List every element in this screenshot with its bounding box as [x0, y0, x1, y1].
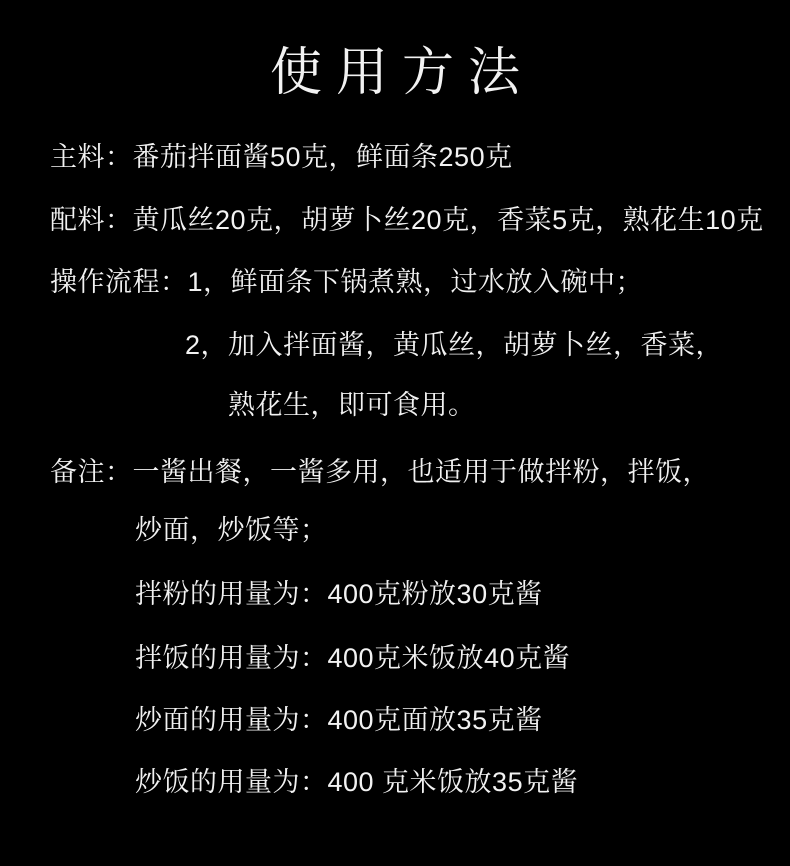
procedure-step-2-line: 2，加入拌面酱，黄瓜丝，胡萝卜丝，香菜， [185, 330, 724, 360]
dosage-mixed-noodles-line: 拌粉的用量为：400克粉放30克酱 [135, 579, 543, 609]
dosage-mixed-rice-line: 拌饭的用量为：400克米饭放40克酱 [135, 643, 571, 673]
procedure-step-2-wrap-line: 熟花生，即可食用。 [228, 390, 476, 420]
remarks-line-2: 炒面，炒饭等； [135, 515, 328, 545]
page-title: 使用方法 [269, 44, 534, 102]
dosage-fried-rice-line: 炒饭的用量为：400 克米饭放35克酱 [135, 767, 579, 797]
accessory-ingredients-line: 配料：黄瓜丝20克，胡萝卜丝20克，香菜5克，熟花生10克 [50, 205, 764, 235]
main-ingredients-line: 主料：番茄拌面酱50克，鲜面条250克 [50, 142, 513, 172]
dosage-fried-noodles-line: 炒面的用量为：400克面放35克酱 [135, 705, 543, 735]
remarks-line-1: 备注：一酱出餐，一酱多用，也适用于做拌粉，拌饭， [50, 457, 710, 487]
procedure-step-1-line: 操作流程：1，鲜面条下锅煮熟，过水放入碗中； [50, 267, 644, 297]
